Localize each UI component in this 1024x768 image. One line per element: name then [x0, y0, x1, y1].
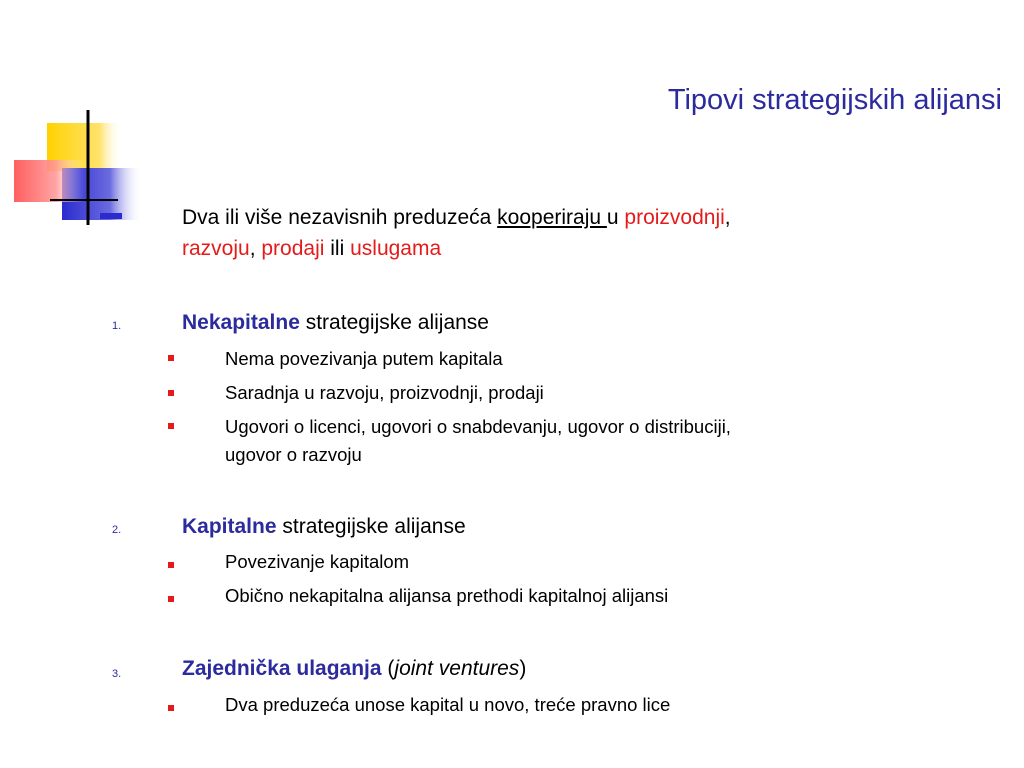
- section-heading-text: strategijske alijanse: [299, 311, 489, 334]
- intro-text: ili: [324, 237, 351, 260]
- intro-text: u: [606, 206, 625, 229]
- section-heading: [182, 310, 489, 336]
- intro-highlight: razvoju: [182, 237, 250, 260]
- intro-line-1: [182, 205, 731, 231]
- intro-text: ,: [249, 237, 262, 260]
- intro-highlight: proizvodnji: [624, 206, 725, 229]
- intro-highlight: uslugama: [350, 237, 442, 260]
- bullet-icon: [168, 355, 174, 361]
- section-heading-text: strategijske alijanse: [276, 515, 466, 538]
- list-item: Nema povezivanja putem kapitala: [225, 348, 503, 369]
- section-heading-bold: Kapitalne: [182, 515, 277, 538]
- intro-line-2: [182, 236, 441, 262]
- bullet-icon: [168, 562, 174, 568]
- section-heading-text: ): [519, 657, 527, 680]
- section-heading-italic: joint ventures: [394, 657, 520, 680]
- list-item: Ugovori o licenci, ugovori o snabdevanju, ugovor o distribuciji,: [225, 416, 731, 437]
- section-number: 1.: [112, 320, 122, 332]
- section-number: 2.: [112, 524, 122, 536]
- intro-highlight: prodaji: [261, 237, 325, 260]
- bullet-icon: [168, 705, 174, 711]
- section-number: 3.: [112, 668, 122, 680]
- bullet-icon: [168, 423, 174, 429]
- intro-text: Dva ili više nezavisnih preduzeća: [182, 206, 498, 229]
- bullet-icon: [168, 596, 174, 602]
- list-item: Dva preduzeća unose kapital u novo, treće pravno lice: [225, 694, 671, 715]
- section-heading-bold: Zajednička ulaganja: [182, 657, 382, 680]
- slide-decoration: [0, 0, 160, 230]
- section-heading: [182, 656, 526, 682]
- bullet-icon: [168, 390, 174, 396]
- section-heading-bold: Nekapitalne: [182, 311, 300, 334]
- list-item: Saradnja u razvoju, proizvodnji, prodaji: [225, 382, 544, 403]
- list-item: Povezivanje kapitalom: [225, 551, 410, 572]
- section-heading: [182, 514, 466, 540]
- list-item-continuation: ugovor o razvoju: [225, 444, 362, 465]
- intro-text: ,: [724, 206, 731, 229]
- list-item: Obično nekapitalna alijansa prethodi kapitalnoj alijansi: [225, 585, 669, 606]
- section-heading-text: (: [381, 657, 395, 680]
- slide-title: Tipovi strategijskih alijansi: [667, 84, 1002, 116]
- intro-underlined: kooperiraju: [497, 206, 607, 229]
